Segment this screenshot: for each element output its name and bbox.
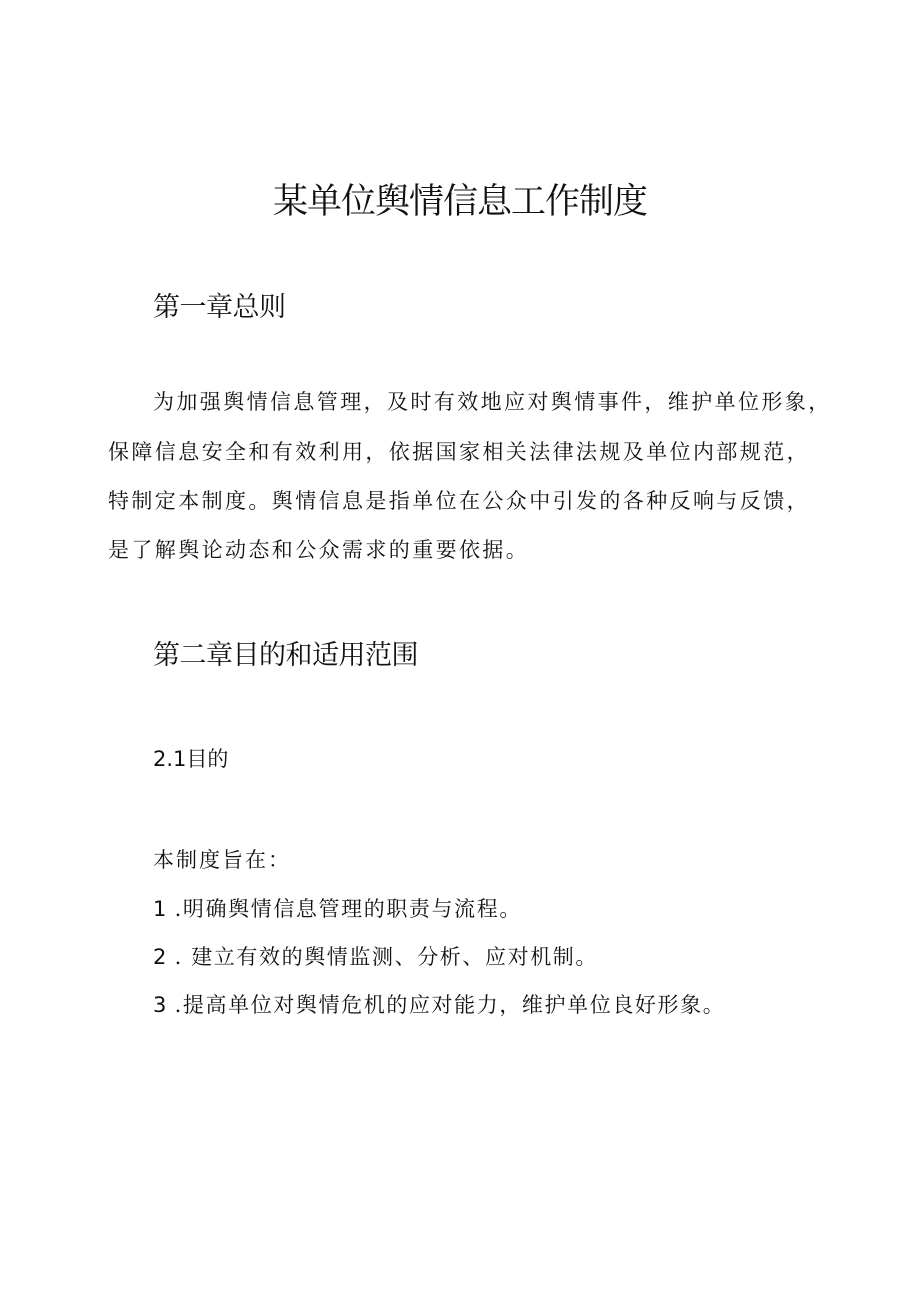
chapter-2-heading: 第二章目的和适用范围 [153, 640, 418, 671]
list-item [153, 942, 598, 972]
section-intro: 本制度旨在： [153, 848, 291, 872]
paragraph-line: 是了解舆论动态和公众需求的重要依据。 [108, 538, 530, 562]
list-item [153, 894, 522, 924]
section-2-1-heading: 2.1目的 [153, 747, 229, 771]
paragraph-line: 保障信息安全和有效利用，依据国家相关法律法规及单位内部规范， [108, 440, 810, 464]
list-item [153, 990, 725, 1020]
document-title: 某单位舆情信息工作制度 [272, 182, 647, 222]
list-item-number: 1 [153, 897, 167, 921]
paragraph-line: 为加强舆情信息管理，及时有效地应对舆情事件，维护单位形象， [153, 390, 832, 414]
list-item-text: .明确舆情信息管理的职责与流程。 [174, 897, 522, 921]
paragraph-line: 特制定本制度。舆情信息是指单位在公众中引发的各种反响与反馈， [108, 489, 810, 513]
chapter-1-heading: 第一章总则 [153, 292, 286, 323]
list-item-text: . 建立有效的舆情监测、分析、应对机制。 [174, 945, 599, 969]
list-item-number: 2 [153, 945, 167, 969]
list-item-text: .提高单位对舆情危机的应对能力，维护单位良好形象。 [174, 993, 726, 1017]
list-item-number: 3 [153, 993, 167, 1017]
